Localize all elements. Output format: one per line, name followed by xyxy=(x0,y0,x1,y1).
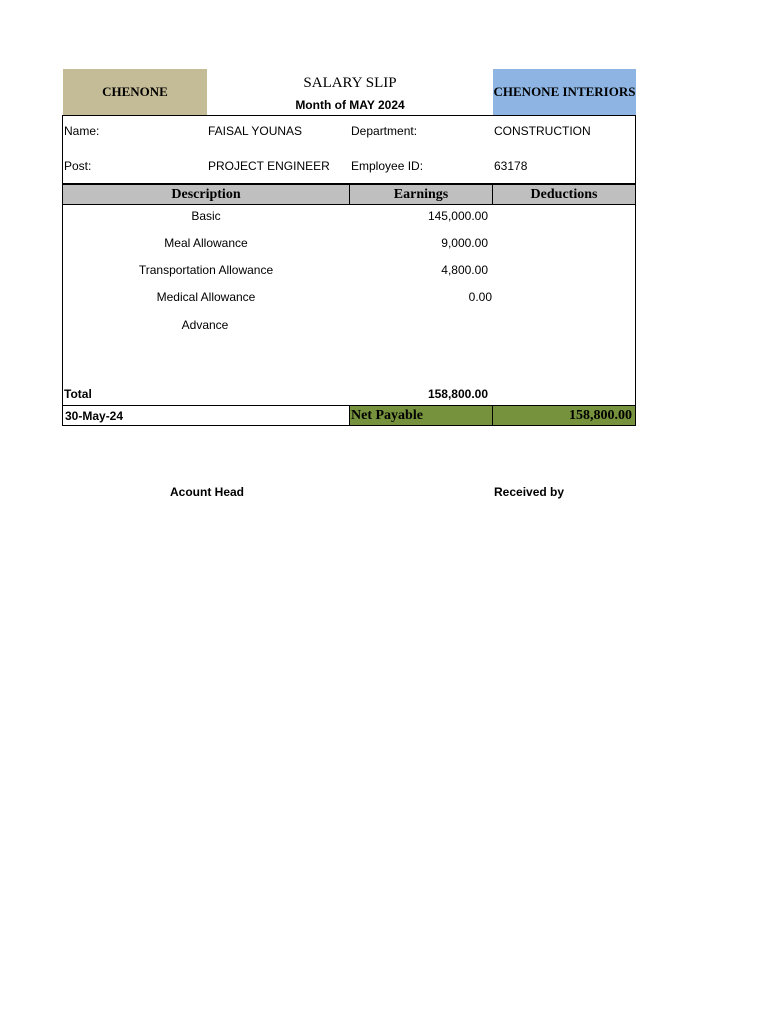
header-deductions-label: Deductions xyxy=(530,186,598,202)
net-payable-label: Net Payable xyxy=(351,407,423,423)
employee-id-value: 63178 xyxy=(494,159,528,173)
slip-month: Month of MAY 2024 xyxy=(295,98,405,112)
row-earnings: 145,000.00 xyxy=(427,209,488,223)
name-value: FAISAL YOUNAS xyxy=(208,124,303,138)
header-description-label: Description xyxy=(171,186,241,202)
row-description: Basic xyxy=(191,209,221,223)
net-payable-label-cell xyxy=(349,405,493,426)
header-earnings-label: Earnings xyxy=(393,186,449,202)
row-description: Advance xyxy=(181,318,229,332)
table-row xyxy=(63,236,636,252)
received-by-signature: Received by xyxy=(494,485,565,499)
account-head-signature: Acount Head xyxy=(170,485,245,499)
employee-id-label: Employee ID: xyxy=(351,159,424,173)
row-earnings: 4,800.00 xyxy=(441,263,488,277)
table-row xyxy=(63,290,636,306)
row-description: Meal Allowance xyxy=(164,236,248,250)
post-label: Post: xyxy=(64,159,92,173)
header-description xyxy=(62,184,350,205)
company-right-cell xyxy=(493,69,636,115)
slip-date: 30-May-24 xyxy=(65,408,124,423)
department-label: Department: xyxy=(351,124,418,138)
row-earnings: 9,000.00 xyxy=(441,236,488,250)
name-label: Name: xyxy=(64,124,100,138)
row-earnings: 0.00 xyxy=(468,290,492,304)
post-value: PROJECT ENGINEER xyxy=(208,159,330,173)
header-deductions xyxy=(492,184,636,205)
net-payable-value: 158,800.00 xyxy=(569,407,632,423)
department-value: CONSTRUCTION xyxy=(494,124,591,138)
company-right-label: CHENONE INTERIORS xyxy=(493,84,636,99)
row-description: Medical Allowance xyxy=(156,290,256,304)
table-row xyxy=(63,209,636,225)
company-left-label: CHENONE xyxy=(102,84,168,99)
slip-title: SALARY SLIP xyxy=(303,75,397,91)
total-earnings: 158,800.00 xyxy=(427,387,488,401)
row-description: Transportation Allowance xyxy=(138,263,274,277)
company-left-cell xyxy=(63,69,207,115)
total-label: Total xyxy=(64,387,92,401)
net-payable-value-cell xyxy=(492,405,636,426)
date-cell xyxy=(62,405,350,426)
header-earnings xyxy=(349,184,493,205)
table-row xyxy=(63,263,636,279)
table-row xyxy=(63,318,636,334)
